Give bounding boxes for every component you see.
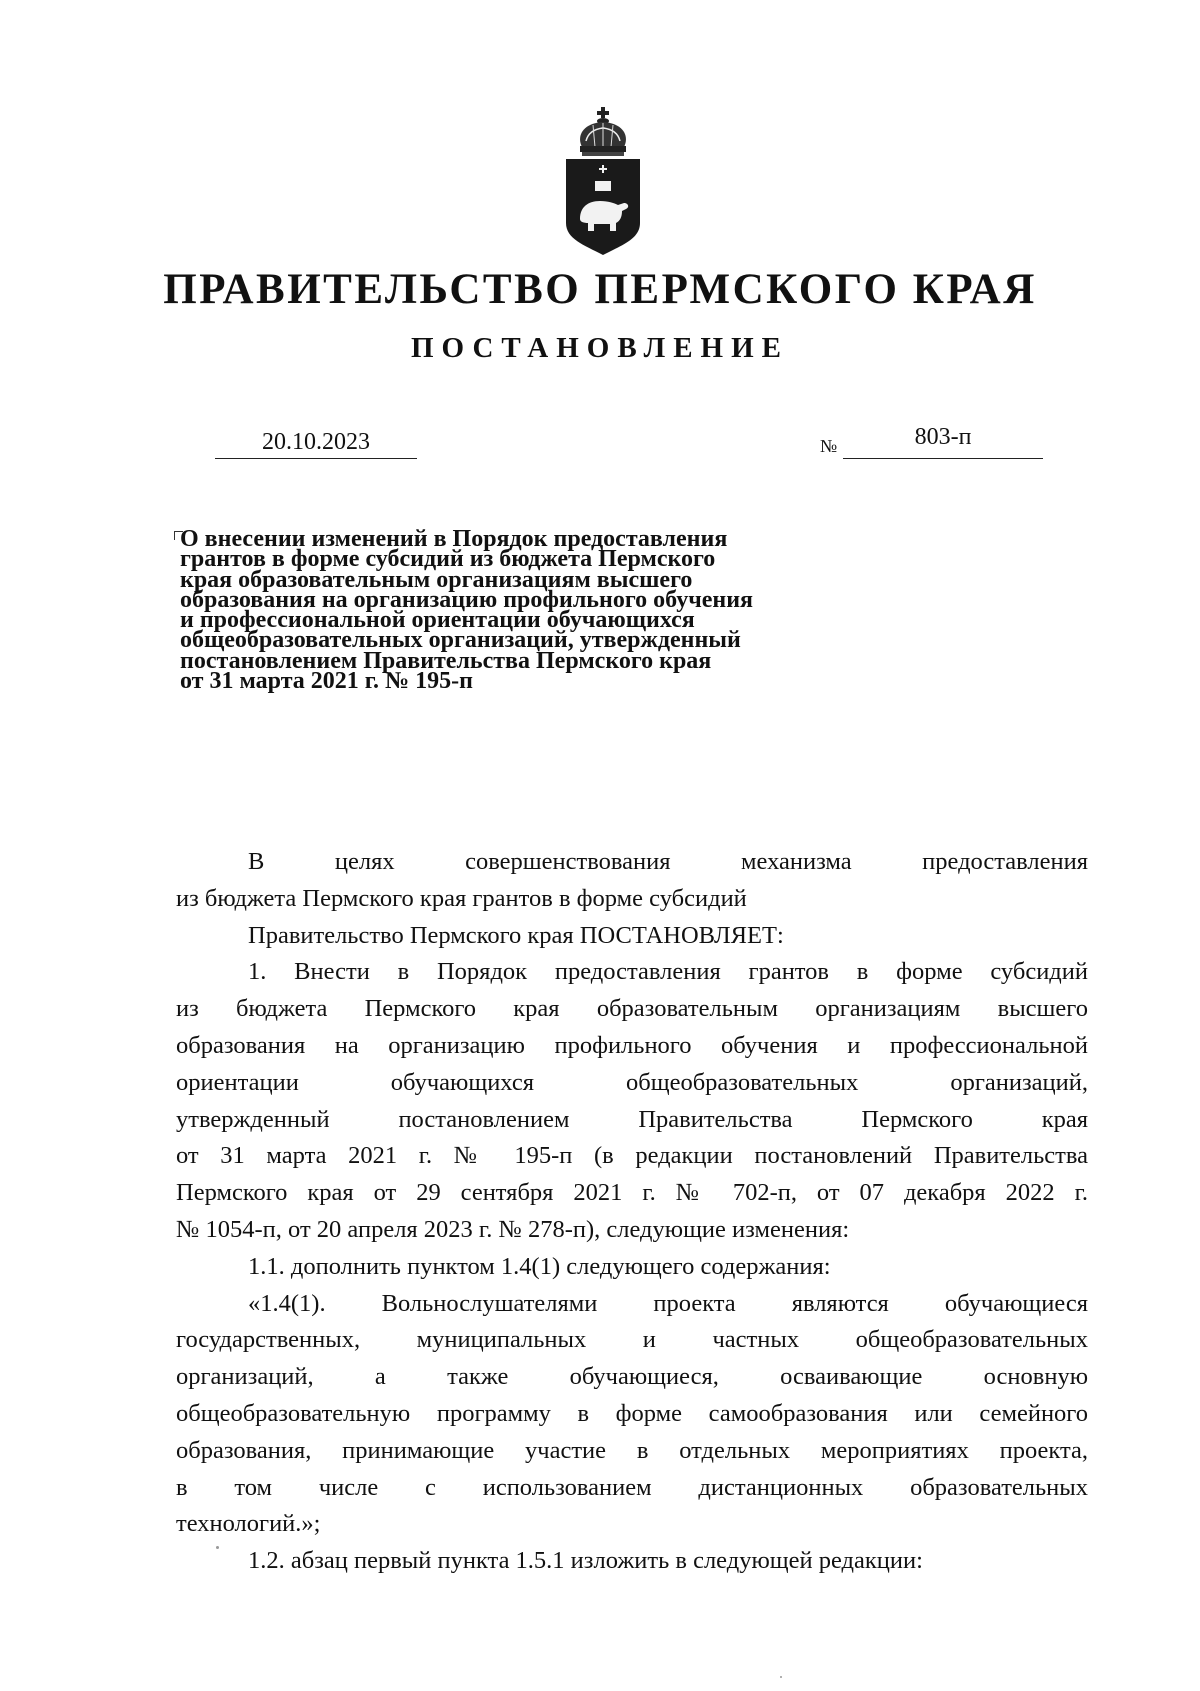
- subject-line: образования на организацию профильного обучения: [180, 586, 754, 613]
- body-line: ориентации обучающихся общеобразовательных организаций,: [176, 1068, 1088, 1096]
- number-sign: №: [820, 436, 838, 456]
- body-line: Пермского края от 29 сентября 2021 г. № 702-п, от 07 декабря 2022 г.: [176, 1179, 1088, 1207]
- subject-line: О внесении изменений в Порядок предоставления: [180, 526, 728, 552]
- subject-line: края образовательным организациям высшего: [180, 566, 693, 593]
- document-type: ПОСТАНОВЛЕНИЕ: [410, 332, 789, 364]
- body-line: В целях совершенствования механизма предоставления: [248, 848, 1088, 875]
- body-line: образования на организацию профильного обучения и профессиональной: [176, 1031, 1088, 1059]
- body-line: Правительство Пермского края ПОСТАНОВЛЯЕТ:: [248, 921, 784, 949]
- body-line: образования, принимающие участие в отдельных мероприятиях проекта,: [176, 1436, 1088, 1464]
- document-body: [176, 844, 1088, 1580]
- body-line: утвержденный постановлением Правительства Пермского края: [176, 1105, 1088, 1133]
- document-subject: [180, 526, 880, 695]
- body-line: 1.1. дополнить пунктом 1.4(1) следующего содержания:: [248, 1252, 831, 1280]
- government-title: ПРАВИТЕЛЬСТВО ПЕРМСКОГО КРАЯ: [163, 266, 1037, 313]
- body-line: 1.2. абзац первый пункта 1.5.1 изложить в следующей редакции:: [248, 1547, 923, 1575]
- document-number: 803-п: [843, 422, 1043, 459]
- body-line: 1. Внести в Порядок предоставления грантов в форме субсидий: [248, 958, 1088, 986]
- subject-line: от 31 марта 2021 г. № 195-п: [180, 668, 473, 695]
- body-line: № 1054-п, от 20 апреля 2023 г. № 278-п), следующие изменения:: [176, 1215, 850, 1243]
- coat-of-arms-icon: [562, 105, 644, 257]
- subject-line: постановлением Правительства Пермского края: [180, 647, 712, 674]
- body-line: государственных, муниципальных и частных общеобразовательных: [176, 1326, 1088, 1354]
- body-line: из бюджета Пермского края грантов в форме субсидий: [176, 884, 747, 912]
- body-line: из бюджета Пермского края образовательным организациям высшего: [176, 995, 1088, 1023]
- body-line: в том числе с использованием дистанционных образовательных: [176, 1473, 1088, 1501]
- body-line: «1.4(1). Вольнослушателями проекта являются обучающиеся: [248, 1289, 1088, 1317]
- document-date: 20.10.2023: [215, 427, 417, 459]
- subject-line: грантов в форме субсидий из бюджета Пермского: [180, 546, 716, 573]
- scan-speck: [216, 1546, 219, 1549]
- body-line: организаций, а также обучающиеся, осваивающие основную: [176, 1363, 1088, 1391]
- body-line: общеобразовательную программу в форме самообразования или семейного: [176, 1399, 1088, 1427]
- scan-speck: [780, 1676, 782, 1678]
- subject-line: общеобразовательных организаций, утвержденный: [180, 627, 741, 654]
- subject-line: и профессиональной ориентации обучающихся: [180, 607, 695, 634]
- body-line: от 31 марта 2021 г. № 195-п (в редакции постановлений Правительства: [176, 1142, 1088, 1170]
- body-line: технологий.»;: [176, 1510, 321, 1538]
